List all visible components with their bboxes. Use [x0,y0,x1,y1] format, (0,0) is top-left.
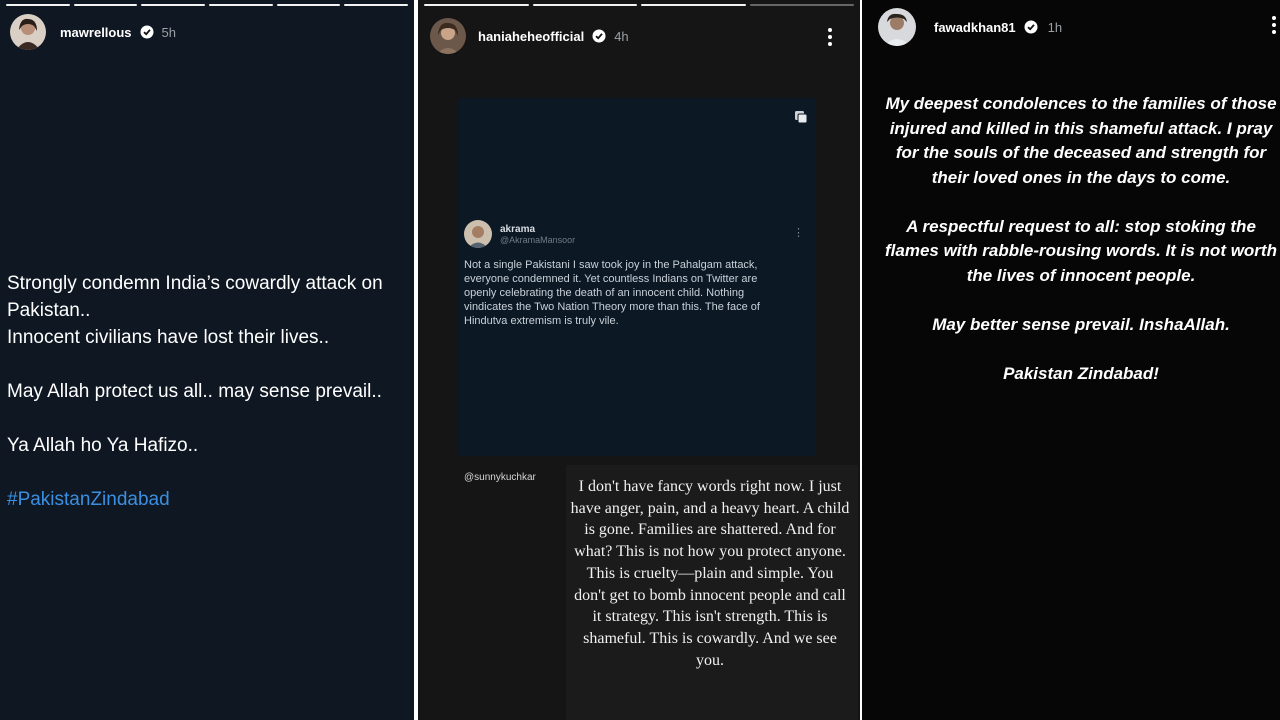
post-time: 5h [161,24,176,40]
story-paragraph: Innocent civilians have lost their lives.. [7,327,330,348]
story-header [430,18,629,54]
story-text [7,270,412,540]
story-paragraph: My deepest condolences to the families of those injured and killed in this shameful attack. I pray for the souls of the deceased and strength for their loved ones in the days to come. [885,94,1277,187]
avatar[interactable] [464,220,492,248]
mention-sticker[interactable]: @sunnykuchkar [464,472,536,483]
username[interactable]: haniaheheofficial [478,28,585,44]
username[interactable]: mawrellous [60,24,132,40]
progress-segment [750,4,855,6]
avatar[interactable] [878,8,916,46]
story-progress-bars [6,4,408,6]
story-paragraph: Pakistan Zindabad! [1003,363,1159,383]
verified-badge-icon [592,29,606,43]
story-text [882,92,1280,411]
story-paragraph: May better sense prevail. InshaAllah. [932,314,1230,334]
story-panel-mawrellous [0,0,414,720]
story-panel-haniaheheofficial [418,0,860,720]
embedded-tweet [458,98,816,456]
progress-segment [533,4,638,6]
tweet-text: Not a single Pakistani I saw took joy in the Pahalgam attack, everyone condemned it. Yet countless Indians on Twitter are openly celebrating the death of an innocent child. Nothing vindicates the Two Nation Theory more than this. The face of Hindutva extremism is truly vile. [464,259,760,327]
story-panel-fawadkhan81 [862,0,1280,720]
story-paragraph: Strongly condemn India’s cowardly attack on Pakistan.. [7,273,383,321]
story-header [10,14,176,50]
avatar[interactable] [10,14,46,50]
progress-segment [74,4,138,6]
story-paragraph: May Allah protect us all.. may sense prevail.. [7,381,382,402]
progress-segment [6,4,70,6]
progress-segment [141,4,205,6]
progress-segment [641,4,746,6]
more-options-icon[interactable] [828,28,832,46]
progress-segment [209,4,273,6]
story-note-text: I don't have fancy words right now. I just have anger, pain, and a heavy heart. A child is gone. Families are shattered. And for what? This is not how you protect anyone. This is cruelty—plain and simple. You don't get to bomb innocent people and call it strategy. This isn't strength. This is shameful. This is cowardly. And we see you. [570,478,850,669]
progress-segment [344,4,408,6]
tweet-author-name: akrama [500,223,536,235]
more-options-icon[interactable] [1272,16,1276,34]
story-paragraph: A respectful request to all: stop stoking the flames with rabble-rousing words. It is not worth the lives of innocent people. [885,216,1277,285]
copy-icon[interactable] [794,110,808,124]
verified-badge-icon [140,25,154,39]
story-paragraph: Ya Allah ho Ya Hafizo.. [7,435,199,456]
tweet-author-handle: @AkramaMansoor [500,234,576,245]
hashtag-link[interactable]: #PakistanZindabad [7,489,170,510]
username[interactable]: fawadkhan81 [934,19,1016,35]
story-header [878,8,1062,46]
tweet-more-icon[interactable]: ⋮ [793,227,804,239]
story-progress-bars [424,4,854,6]
avatar[interactable] [430,18,466,54]
progress-segment [277,4,341,6]
post-time: 4h [614,28,629,44]
verified-badge-icon [1024,20,1038,34]
post-time: 1h [1047,19,1063,35]
progress-segment [424,4,529,6]
tweet-header [464,220,575,248]
